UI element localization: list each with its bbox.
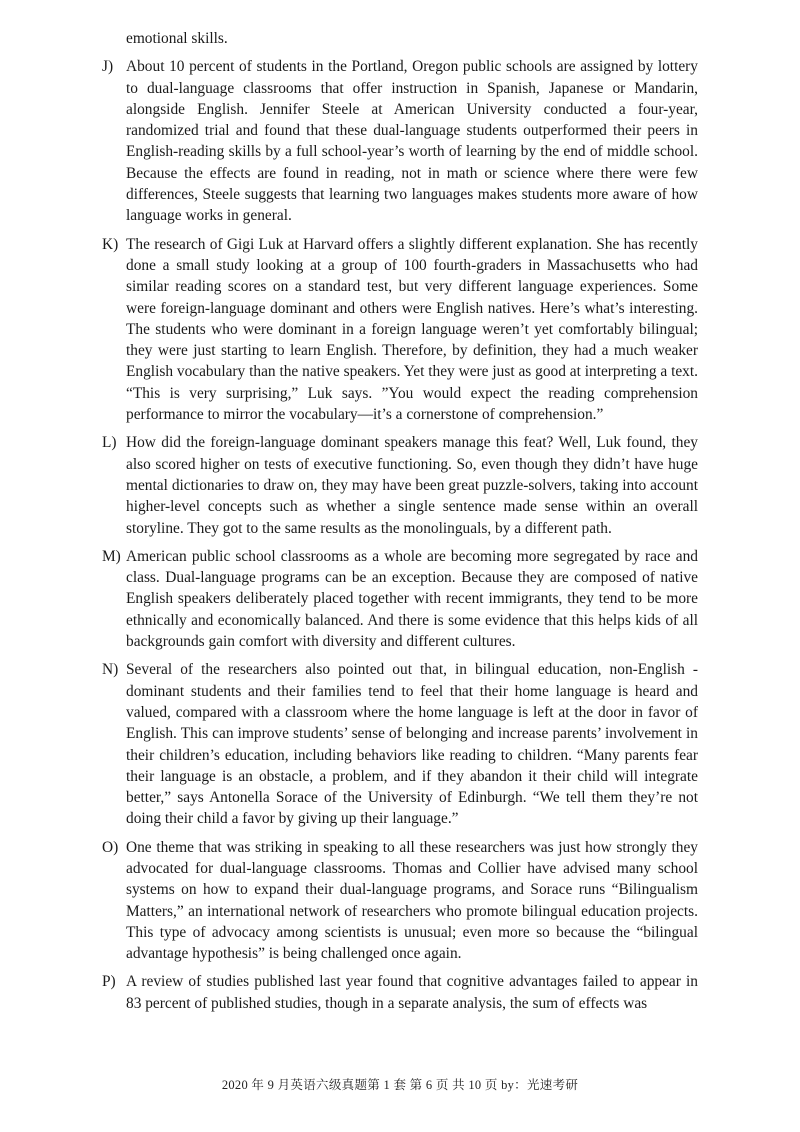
paragraph-text: A review of studies published last year found that cognitive advantages failed to appear in 83 percent of published studies, though in a separate analysis, the sum of effects was bbox=[126, 973, 698, 1012]
paragraph-k bbox=[102, 234, 698, 426]
paragraph-label: L) bbox=[102, 434, 117, 452]
paragraph-text: How did the foreign-language dominant speakers manage this feat? Well, Luk found, they also scored higher on tests of executive functioning. So, even though they didn’t have huge mental dictionaries to draw on, they may have been great puzzle-solvers, taking into account higher-level concepts such as whether a single sentence made sense within an overall storyline. They got to the same results as the monolinguals, by a different path. bbox=[126, 434, 698, 537]
paragraph-text: Several of the researchers also pointed out that, in bilingual education, non-English -dominant students and their families tend to feel that their home language is heard and valued, compared with a classroom where the home language is left at the door in favor of English. This can improve students’ sense of belonging and increase parents’ involvement in their children’s education, including behaviors like reading to children. “Many parents fear their language is an obstacle, a problem, and if they abandon it their child will integrate better,” says Antonella Sorace of the University of Edinburgh. “We tell them they’re not doing their child a favor by giving up their language.” bbox=[126, 661, 698, 828]
paragraph-n bbox=[102, 659, 698, 829]
paragraph-p bbox=[102, 971, 698, 1014]
paragraph-l bbox=[102, 432, 698, 538]
paragraph-text: American public school classrooms as a whole are becoming more segregated by race and class. Dual-language programs can be an exception. Because they are composed of native English speakers deliberately placed together with recent immigrants, they tend to be more ethnically and economically balanced. And there is some evidence that this helps kids of all backgrounds gain comfort with diversity and different cultures. bbox=[126, 547, 698, 651]
paragraph-label: N) bbox=[102, 661, 119, 679]
paragraph-o bbox=[102, 837, 698, 965]
paragraph-label: M) bbox=[102, 547, 121, 565]
continuation-text: emotional skills. bbox=[126, 30, 228, 47]
paragraph-label: P) bbox=[102, 973, 116, 991]
paragraph-label: K) bbox=[102, 235, 119, 253]
page-footer: 2020 年 9 月英语六级真题第 1 套 第 6 页 共 10 页 by：光速考研 bbox=[221, 1078, 579, 1092]
paragraph-j bbox=[102, 56, 698, 226]
document-body bbox=[102, 28, 698, 1021]
paragraph-text: About 10 percent of students in the Portland, Oregon public schools are assigned by lottery to dual-language classrooms that offer instruction in Spanish, Japanese or Mandarin, alongside English. Jennifer Steele at American University conducted a four-year, randomized trial and found that these dual-language students outperformed their peers in English-reading skills by a full school-year’s worth of learning by the end of middle school. Because the effects are found in reading, not in math or science where there were few differences, Steele suggests that learning two languages makes students more aware of how language works in general. bbox=[126, 58, 698, 225]
paragraph-m bbox=[102, 546, 698, 652]
paragraph-text: One theme that was striking in speaking to all these researchers was just how strongly they advocated for dual-language classrooms. Thomas and Collier have advised many school systems on how to expand their dual-language programs, and Sorace runs “Bilingualism Matters,” an international network of researchers who promote bilingual education projects. This type of advocacy among scientists is unusual; even more so because the “bilingual advantage hypothesis” is being challenged once again. bbox=[126, 838, 698, 963]
paragraph-label: J) bbox=[102, 58, 114, 76]
paragraph-text: The research of Gigi Luk at Harvard offers a slightly different explanation. She has recently done a small study looking at a group of 100 fourth-graders in Massachusetts who had similar reading scores on a standard test, but very different language experiences. Some were foreign-language dominant and others were English natives. Here’s what’s interesting. The students who were dominant in a foreign language weren’t yet comfortably bilingual; they were just starting to learn English. Therefore, by definition, they had a much weaker English vocabulary than the native speakers. Yet they were just as good at interpreting a text. “This is very surprising,” Luk says. ”You would expect the reading comprehension performance to mirror the vocabulary—it’s a cornerstone of comprehension.” bbox=[126, 235, 698, 424]
paragraph-label: O) bbox=[102, 838, 119, 856]
